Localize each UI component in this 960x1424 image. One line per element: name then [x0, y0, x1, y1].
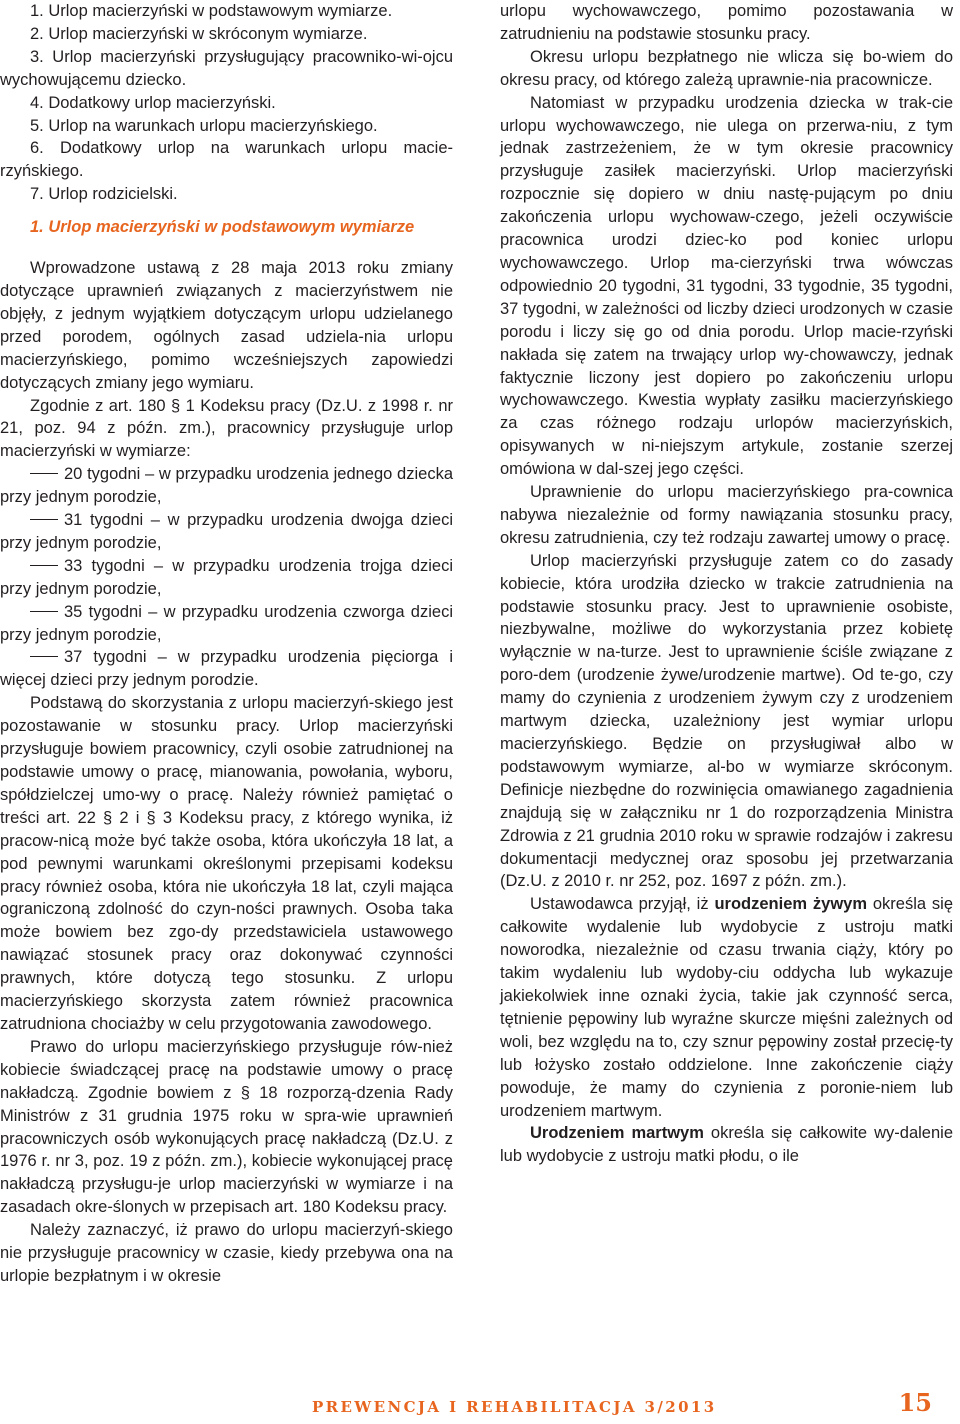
page-footer	[312, 1388, 932, 1424]
toc-item: 4. Dodatkowy urlop macierzyński.	[30, 93, 276, 112]
term-stillbirth: Urodzeniem martwym	[530, 1124, 704, 1143]
paragraph: Należy zaznaczyć, iż prawo do urlopu macierzyń-skiego nie przysługuje pracownicy w czasie, kiedy przebywa ona na urlopie bezpłatnym i w okresie	[0, 1221, 453, 1285]
list-item: 20 tygodni – w przypadku urodzenia jednego dziecka przy jednym porodzie,	[0, 465, 453, 507]
dash-bullet	[30, 656, 58, 657]
list-item: 35 tygodni – w przypadku urodzenia czworga dzieci przy jednym porodzie,	[0, 602, 453, 644]
toc-list	[0, 0, 453, 206]
page-number: 15	[898, 1388, 932, 1417]
toc-item: 7. Urlop rodzicielski.	[30, 185, 178, 204]
paragraph: Ustawodawca przyjął, iż urodzeniem żywym określa się całkowite wydalenie lub wydobycie z ustroju matki noworodka, niezależnie od czasu trwania ciąży, który po takim wydaleniu lub wydoby-ciu oddycha lub wykazuje jakiekolwiek inne oznaki życia, takie jak czynność serca, tętnienie pępowiny lub wyraźne skurcze mięśni zależnych od woli, bez względu na to, czy sznur pępowiny został przecię-ty lub łożysko zostało oddzielone. Inne zakończenie ciąży powoduje, że mamy do czynienia z poronie-niem lub urodzeniem martwym.	[500, 895, 953, 1120]
dash-bullet	[30, 519, 58, 520]
paragraph: Zgodnie z art. 180 § 1 Kodeksu pracy (Dz.U. z 1998 r. nr 21, poz. 94 z późn. zm.), pracownicy przysługuje urlop macierzyński w wymiarze:	[0, 396, 453, 461]
paragraph: Prawo do urlopu macierzyńskiego przysługuje rów-nież kobiecie świadczącej pracę na podstawie umowy o pracę nakładczą. Zgodnie bowiem z § 18 rozporzą-dzenia Rady Ministrów z 31 grudnia 1975 roku w spra-wie uprawnień pracowniczych osób wykonujących pracę nakładczą (Dz.U. z 1976 r. nr 3, poz. 19 z późn. zm.), kobiecie wykonującej pracę nakładczą przysługu-je urlop macierzyński w wymiarze i na zasadach okre-ślonych w przepisach art. 180 Kodeksu pracy.	[0, 1037, 453, 1217]
journal-title: PREWENCJA I REHABILITACJA 3/2013	[312, 1398, 717, 1416]
paragraph: Urodzeniem martwym określa się całkowite wy-dalenie lub wydobycie z ustroju matki płodu, o ile	[500, 1124, 953, 1166]
right-column	[500, 0, 953, 1168]
leave-length-list	[0, 463, 453, 692]
paragraph: urlopu wychowawczego, pomimo pozostawania w zatrudnieniu na podstawie stosunku pracy.	[500, 2, 953, 43]
section-heading: 1. Urlop macierzyński w podstawowym wymiarze	[30, 218, 415, 237]
toc-item: 5. Urlop na warunkach urlopu macierzyńskiego.	[30, 116, 378, 135]
dash-bullet	[30, 611, 58, 612]
toc-item: 6. Dodatkowy urlop na warunkach urlopu macie-rzyńskiego.	[0, 139, 453, 181]
paragraph: Natomiast w przypadku urodzenia dziecka w trak-cie urlopu wychowawczego, nie ulega on przerwa-niu, z tym jednak zastrzeżeniem, że w tym okresie pracownicy przysługuje zasiłek macierzyński. Urlop macierzyński rozpocznie się dopiero w dniu nastę-pującym po dniu zakończenia urlopu wychowaw-czego, jeżeli oczywiście pracownica urodzi dziec-ko pod koniec urlopu wychowawczego. Urlop ma-cierzyński trwa wówczas odpowiednio 20 tygodni, 31 tygodni, 33 tygodnie, 35 tygodni, 37 tygodni, w zależności od liczby dzieci urodzonych w czasie porodu i liczy się go od dnia porodu. Urlop macie-rzyński nakłada się zatem na trwający urlop wy-chowawczy, jednak faktycznie liczony jest dopiero po zakończeniu urlopu wychowawczego. Kwestia wypłaty zasiłku macierzyńskiego za czas różnego rodzaju urlopów macierzyńskich, opisywanych w ni-niejszym artykule, zostanie szerzej omówiona w dal-szej jego części.	[500, 93, 953, 479]
paragraph: Okresu urlopu bezpłatnego nie wlicza się bo-wiem do okresu pracy, od którego zależą uprawnie-nia pracownicze.	[500, 47, 953, 89]
term-live-birth: urodzeniem żywym	[714, 895, 868, 914]
list-item: 33 tygodni – w przypadku urodzenia trojga dzieci przy jednym porodzie,	[0, 556, 453, 598]
paragraph: Urlop macierzyński przysługuje zatem co do zasady kobiecie, która urodziła dziecko w trakcie zatrudnienia na podstawie stosunku pracy. Jest to uprawnienie osobiste, niezbywalne, możliwe do wykorzystania przez kobietę wyłącznie w na-turze. Jest to uprawnienie ściśle związane z poro-dem (urodzenie żywe/urodzenie martwe). Od te-go, czy mamy do czynienia z urodzeniem żywym czy z urodzeniem martwym dziecka, uzależniony jest wymiar urlopu macierzyńskiego. Będzie on przysługiwał albo w podstawowym wymiarze, al-bo w wymiarze skróconym. Definicje niezbędne do rozwinięcia omawianego zagadnienia znajdują się w załączniku nr 1 do rozporządzenia Ministra Zdrowia z 21 grudnia 2010 roku w sprawie rodzajów i zakresu dokumentacji medycznej oraz sposobu jej przetwarzania (Dz.U. z 2010 r. nr 252, poz. 1697 z późn. zm.).	[500, 551, 953, 891]
dash-bullet	[30, 565, 58, 566]
paragraph: Wprowadzone ustawą z 28 maja 2013 roku zmiany dotyczące uprawnień związanych z macierzyństwem nie objęły, z jednym wyjątkiem dotyczącym urlopu udzielanego przed porodem, ogólnych zasad udziela-nia urlopu macierzyńskiego, pomimo wcześniejszych zapowiedzi dotyczących zmiany jego wymiaru.	[0, 259, 453, 392]
toc-item: 2. Urlop macierzyński w skróconym wymiarze.	[30, 24, 368, 43]
left-column	[0, 0, 453, 1288]
paragraph: Podstawą do skorzystania z urlopu macierzyń-skiego jest pozostawanie w stosunku pracy. Urlop macierzyński przysługuje bowiem pracownicy, czyli osobie zatrudnionej na podstawie umowy o pracę, mianowania, powołania, wyboru, spółdzielczej umo-wy o pracę. Należy również pamiętać o treści art. 22 § 2 i § 3 Kodeksu pracy, z którego wynika, iż pracow-nicą może być także osoba, która ukończyła 18 lat, a pod pewnymi warunkami określonymi przepisami kodeksu pracy również osoba, która nie ukończyła 18 lat, czyli mająca ograniczoną zdolność do czyn-ności prawnych. Osoba taka może bowiem bez zgo-dy przedstawiciela ustawowego nawiązać stosunek pracy oraz dokonywać czynności prawnych, które dotyczą tego stosunku. Z urlopu macierzyńskiego skorzysta zatem również pracownica zatrudniona chociażby w celu przygotowania zawodowego.	[0, 694, 453, 1033]
dash-bullet	[30, 473, 58, 474]
toc-item: 1. Urlop macierzyński w podstawowym wymiarze.	[30, 2, 393, 20]
paragraph: Uprawnienie do urlopu macierzyńskiego pra-cownica nabywa niezależnie od formy nawiązania stosunku pracy, okresu zatrudnienia, czy też rodzaju zawartej umowy o pracę.	[500, 483, 953, 547]
list-item: 31 tygodni – w przypadku urodzenia dwojga dzieci przy jednym porodzie,	[0, 511, 453, 552]
toc-item: 3. Urlop macierzyński przysługujący pracowniko-wi-ojcu wychowującemu dziecko.	[0, 47, 453, 89]
list-item: 37 tygodni – w przypadku urodzenia pięciorga i więcej dzieci przy jednym porodzie.	[0, 648, 453, 690]
